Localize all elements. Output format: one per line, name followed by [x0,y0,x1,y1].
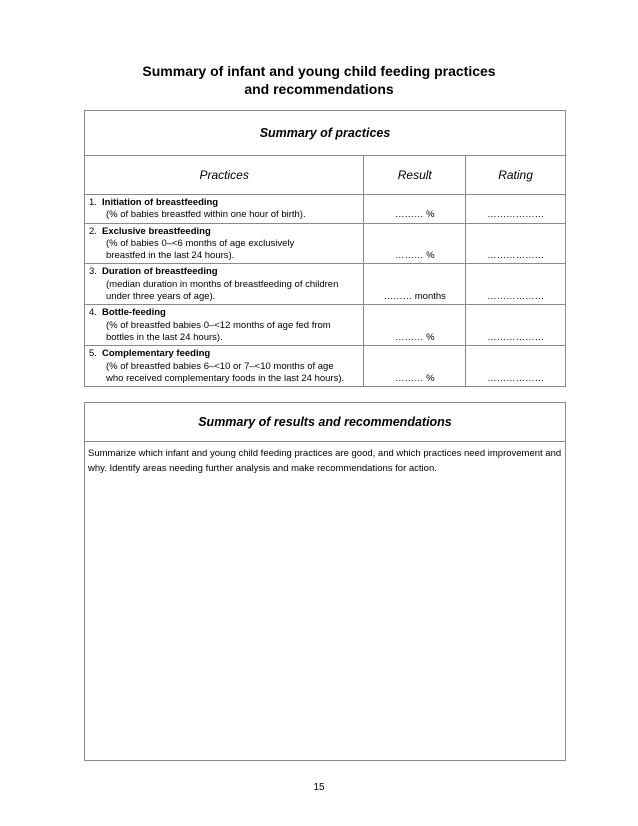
rating-blank[interactable]: ……………… [466,195,566,224]
page-number: 15 [313,782,325,793]
practice-description: (% of babies breastfed within one hour of birth). [106,209,306,221]
results-table-heading: Summary of results and recommendations [85,403,566,442]
result-blank[interactable]: ……… % [364,195,466,224]
results-table [84,402,566,761]
row-number: 4. [89,307,97,319]
column-header-result: Result [364,156,466,195]
rating-blank[interactable]: ……………… [466,223,566,264]
page-title [0,62,638,98]
practice-title: Exclusive breastfeeding [102,225,211,237]
table-row [85,223,566,264]
table-row [85,195,566,224]
rating-blank[interactable]: ……………… [466,305,566,346]
practice-description: (% of breastfed babies 0–<12 months of age fed from bottles in the last 24 hours). [106,319,331,343]
practice-description: (% of babies 0–<6 months of age exclusively breastfed in the last 24 hours). [106,237,295,262]
practice-description: (% of breastfed babies 6–<10 or 7–<10 months of age who received complementary foods in the last 24 hours). [106,360,345,384]
practice-title: Bottle-feeding [102,307,166,319]
practice-title: Initiation of breastfeeding [102,197,219,208]
results-instructions-text: Summarize which infant and young child feeding practices are good, and which practices need improvement and why. Identify areas needing further analysis and make recommendations for action. [88,448,562,474]
practice-title: Complementary feeding [102,348,211,360]
table-row [85,305,566,346]
result-blank[interactable]: ……… % [364,223,466,264]
row-number: 1. [89,197,97,208]
result-blank[interactable]: ……… % [364,346,466,387]
practice-description: (median duration in months of breastfeeding of children under three years of age). [106,278,339,303]
column-header-practices: Practices [85,156,364,195]
results-instructions[interactable] [85,442,566,761]
row-number: 2. [89,225,97,237]
practice-cell [85,223,364,264]
result-blank[interactable]: ……… months [364,264,466,305]
practice-cell [85,264,364,305]
table-row [85,346,566,387]
rating-blank[interactable]: ……………… [466,346,566,387]
practice-cell [85,305,364,346]
practice-title: Duration of breastfeeding [102,266,218,278]
practice-cell [85,195,364,224]
rating-blank[interactable]: ……………… [466,264,566,305]
title-line-2: and recommendations [244,81,394,97]
table-row [85,264,566,305]
practices-table-heading: Summary of practices [85,111,566,156]
practices-table [84,110,566,387]
column-header-rating: Rating [466,156,566,195]
row-number: 3. [89,266,97,278]
title-line-1: Summary of infant and young child feeding practices [142,63,496,79]
practice-cell [85,346,364,387]
result-blank[interactable]: ……… % [364,305,466,346]
row-number: 5. [89,348,97,360]
